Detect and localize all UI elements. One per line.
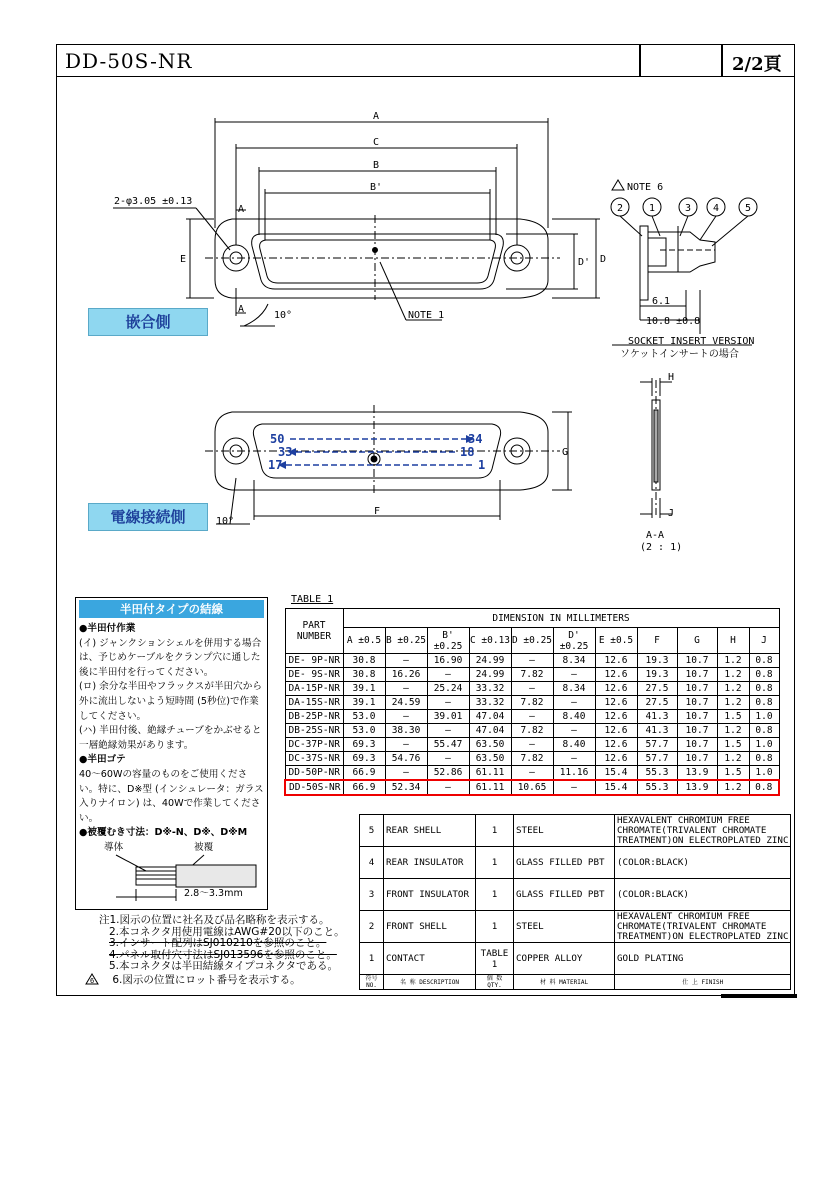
table-cell: — <box>385 710 427 724</box>
table-cell: 16.26 <box>385 668 427 682</box>
table-cell: 27.5 <box>637 682 677 696</box>
table-cell: 55.3 <box>637 766 677 781</box>
parts-no: 4 <box>360 847 384 879</box>
table-row <box>285 752 779 766</box>
column-header: B' ±0.25 <box>427 628 469 654</box>
note-ref: NOTE 1 <box>408 310 445 321</box>
table-row <box>285 682 779 696</box>
section-heading: ●半田付作業 <box>79 623 136 634</box>
finish-line: HEXAVALENT CHROMIUM FREE <box>617 814 750 826</box>
part-number-cell: DB-25P-NR <box>285 710 343 724</box>
table-cell: 66.9 <box>343 780 385 795</box>
table-cell: 24.59 <box>385 696 427 710</box>
balloon-num: 4 <box>713 203 720 214</box>
table-cell: 13.9 <box>677 780 717 795</box>
conductor-label: 導体 <box>104 841 124 853</box>
parts-desc: REAR INSULATOR <box>384 847 476 879</box>
finish-line: (COLOR:BLACK) <box>617 856 689 868</box>
table-cell: 53.0 <box>343 710 385 724</box>
part-number-cell: DC-37P-NR <box>285 738 343 752</box>
parts-desc: CONTACT <box>384 943 476 975</box>
note-line: 3.インサート配列はSJ010210を参照のこと。 <box>109 937 327 950</box>
table-cell: — <box>385 654 427 668</box>
wire-strip-diagram <box>76 841 267 901</box>
dim-label: 10.8 ±0.8 <box>646 316 701 327</box>
parts-row <box>360 943 791 975</box>
table-cell: 47.04 <box>469 710 511 724</box>
dim-label: E <box>180 254 187 265</box>
parts-mat: GLASS FILLED PBT <box>514 847 615 879</box>
note-line: 注1.図示の位置に社名及び品名略称を表示する。 <box>99 914 330 926</box>
table-cell: 66.9 <box>343 766 385 781</box>
table-cell: — <box>511 738 553 752</box>
table-cell: 10.7 <box>677 710 717 724</box>
note-line: 5.本コネクタは半田結線タイプコネクタである。 <box>109 960 339 973</box>
angle-label: 10° <box>216 516 235 527</box>
note-text: 6.図示の位置にロット番号を表示する。 <box>112 973 301 986</box>
table-cell: 12.6 <box>595 738 637 752</box>
table-cell: 12.6 <box>595 710 637 724</box>
table-row <box>285 724 779 738</box>
part-number-cell: DE- 9S-NR <box>285 668 343 682</box>
footer-desc: 名 称 DESCRIPTION <box>384 975 476 990</box>
table-cell: 1.2 <box>717 752 749 766</box>
finish-line: CHROMATE(TRIVALENT CHROMATE <box>617 824 767 836</box>
table-row <box>285 780 779 795</box>
table-cell: 10.7 <box>677 696 717 710</box>
table-cell: 25.24 <box>427 682 469 696</box>
table-cell: 19.3 <box>637 654 677 668</box>
table-row <box>285 696 779 710</box>
table-cell: 10.7 <box>677 682 717 696</box>
pn-header: PART NUMBER <box>285 609 343 654</box>
table-cell: 61.11 <box>469 766 511 781</box>
dim-label: G <box>562 447 569 458</box>
table-cell: 63.50 <box>469 738 511 752</box>
table-cell: 8.34 <box>553 682 595 696</box>
table-cell: 1.2 <box>717 780 749 795</box>
table-cell: 7.82 <box>511 724 553 738</box>
table-cell: 1.5 <box>717 710 749 724</box>
instruction: (イ) ジャンクションシェルを併用する場合は、予じめケーブルをクランプ穴に通した後に半田付を行ってください。 <box>79 637 262 678</box>
table-cell: — <box>385 766 427 781</box>
note-ref: NOTE 6 <box>627 182 664 193</box>
note-line: 2.本コネクタ用使用電線はAWG#20以下のこと。 <box>109 925 345 938</box>
table-row <box>285 654 779 668</box>
table-cell: 24.99 <box>469 668 511 682</box>
parts-row <box>360 879 791 911</box>
table-cell: 57.7 <box>637 752 677 766</box>
hole-label: 2-φ3.05 ±0.13 <box>114 196 193 207</box>
table-cell: — <box>553 696 595 710</box>
dim-label: H <box>668 372 675 383</box>
table-cell: 41.3 <box>637 724 677 738</box>
parts-list <box>359 814 791 990</box>
table-cell: 30.8 <box>343 654 385 668</box>
parts-desc: REAR SHELL <box>384 815 476 847</box>
column-header: B ±0.25 <box>385 628 427 654</box>
table-cell: 0.8 <box>749 696 779 710</box>
balloon-num: 2 <box>617 203 624 214</box>
table-cell: 69.3 <box>343 738 385 752</box>
table-cell: 63.50 <box>469 752 511 766</box>
table-cell: — <box>427 668 469 682</box>
table-cell: 1.2 <box>717 682 749 696</box>
table-cell: 1.0 <box>749 766 779 781</box>
table-cell: 0.8 <box>749 668 779 682</box>
table-cell: 10.7 <box>677 668 717 682</box>
note-line: 4.パネル取付穴寸法はSJ013596を参照のこと。 <box>109 948 337 961</box>
table-cell: 15.4 <box>595 780 637 795</box>
dim-label: J <box>668 508 675 519</box>
table-cell: — <box>385 682 427 696</box>
table-cell: 19.3 <box>637 668 677 682</box>
table-cell: 55.47 <box>427 738 469 752</box>
table-cell: 69.3 <box>343 752 385 766</box>
socket-jp: ソケットインサートの場合 <box>620 349 739 360</box>
table-cell: 8.34 <box>553 654 595 668</box>
table-cell: 52.34 <box>385 780 427 795</box>
table-cell: — <box>553 780 595 795</box>
table-cell: 7.82 <box>511 696 553 710</box>
border-mark <box>721 994 797 998</box>
table-row <box>285 738 779 752</box>
table-cell: 12.6 <box>595 696 637 710</box>
table-cell: 0.8 <box>749 752 779 766</box>
svg-text:6: 6 <box>90 976 95 985</box>
table-cell: 10.7 <box>677 738 717 752</box>
part-number-cell: DA-15P-NR <box>285 682 343 696</box>
page-number: 2/2頁 <box>732 54 782 75</box>
table-cell: 10.7 <box>677 654 717 668</box>
table-cell: 1.2 <box>717 696 749 710</box>
table-cell: 1.0 <box>749 710 779 724</box>
solder-instructions <box>75 597 268 910</box>
part-number-cell: DD-50P-NR <box>285 766 343 781</box>
footer-no: 符号 NO. <box>360 975 384 990</box>
column-header: E ±0.5 <box>595 628 637 654</box>
column-header: G <box>677 628 717 654</box>
table-cell: 39.1 <box>343 696 385 710</box>
table-cell: 10.7 <box>677 752 717 766</box>
table-cell: — <box>427 696 469 710</box>
part-number-cell: DD-50S-NR <box>285 780 343 795</box>
table-cell: 33.32 <box>469 682 511 696</box>
table-cell: — <box>427 780 469 795</box>
section-mark: A <box>238 304 245 315</box>
table-cell: 27.5 <box>637 696 677 710</box>
table-cell: — <box>385 738 427 752</box>
finish-line: HEXAVALENT CHROMIUM FREE <box>617 910 750 922</box>
table-cell: 10.7 <box>677 724 717 738</box>
table-row <box>285 766 779 781</box>
column-header: J <box>749 628 779 654</box>
drawing-title: DD-50S-NR <box>65 49 193 73</box>
mating-side-label: 嵌合側 <box>88 308 208 336</box>
note-line-6 <box>84 973 345 987</box>
pin-label: 50 <box>270 432 285 446</box>
table-cell: 1.2 <box>717 668 749 682</box>
section-heading: ●被覆むき寸法：D※-N、D※、D※M <box>79 827 248 839</box>
pin-label: 34 <box>468 432 483 446</box>
column-header: D' ±0.25 <box>553 628 595 654</box>
table-caption: TABLE 1 <box>291 594 334 605</box>
table-cell: 13.9 <box>677 766 717 781</box>
table-cell: 47.04 <box>469 724 511 738</box>
parts-finish <box>615 911 791 943</box>
dim-label: B' <box>370 182 383 193</box>
pin-label: 1 <box>478 458 486 472</box>
table-row <box>285 668 779 682</box>
dim-label: C <box>373 137 380 148</box>
table-cell: 1.5 <box>717 738 749 752</box>
table-cell: 1.2 <box>717 724 749 738</box>
table-cell: — <box>427 752 469 766</box>
table-cell: 38.30 <box>385 724 427 738</box>
dim-label: 6.1 <box>652 296 671 307</box>
table-cell: — <box>511 654 553 668</box>
table-cell: — <box>553 752 595 766</box>
parts-mat: STEEL <box>514 815 615 847</box>
parts-finish <box>615 847 791 879</box>
pin-label: 17 <box>268 458 283 472</box>
table-cell: 52.86 <box>427 766 469 781</box>
table-cell: 54.76 <box>385 752 427 766</box>
balloon-num: 1 <box>649 203 656 214</box>
dim-label: F <box>374 506 381 517</box>
solder-title: 半田付タイプの結線 <box>79 600 264 618</box>
dim-label: A <box>373 111 380 122</box>
finish-line: (COLOR:BLACK) <box>617 888 689 900</box>
group-header: DIMENSION IN MILLIMETERS <box>343 609 779 628</box>
parts-finish <box>615 815 791 847</box>
parts-desc: FRONT INSULATOR <box>384 879 476 911</box>
sheath-label: 被覆 <box>194 841 214 853</box>
table-cell: 39.1 <box>343 682 385 696</box>
parts-no: 3 <box>360 879 384 911</box>
table-cell: — <box>553 668 595 682</box>
part-number-cell: DA-15S-NR <box>285 696 343 710</box>
column-header: C ±0.13 <box>469 628 511 654</box>
table-row <box>285 710 779 724</box>
table-cell: 12.6 <box>595 654 637 668</box>
instruction: 40～60Wの容量のものをご使用ください。特に、D※型 (インシュレータ：ガラス入りナイロン) は、40Wで作業してください。 <box>79 768 264 824</box>
footer-finish: 仕 上 FINISH <box>615 975 791 990</box>
column-header: A ±0.5 <box>343 628 385 654</box>
parts-qty: 1 <box>476 847 514 879</box>
table-cell: 0.8 <box>749 724 779 738</box>
table-cell: 0.8 <box>749 654 779 668</box>
table-cell: 57.7 <box>637 738 677 752</box>
column-header: H <box>717 628 749 654</box>
table-cell: 12.6 <box>595 668 637 682</box>
parts-qty: 1 <box>476 879 514 911</box>
table-cell: 10.65 <box>511 780 553 795</box>
table-cell: — <box>427 724 469 738</box>
parts-row <box>360 847 791 879</box>
table-cell: — <box>511 682 553 696</box>
section-heading: ●半田ゴテ <box>79 754 126 766</box>
parts-mat: GLASS FILLED PBT <box>514 879 615 911</box>
table-cell: 1.5 <box>717 766 749 781</box>
part-number-cell: DB-25S-NR <box>285 724 343 738</box>
parts-qty: 1 <box>476 911 514 943</box>
instruction: (ロ) 余分な半田やフラックスが半田穴から外に流出しないよう短時間 (5秒位)で作業してください。 <box>79 681 262 722</box>
table-cell: 8.40 <box>553 738 595 752</box>
strip-length: 2.8～3.3mm <box>184 887 243 899</box>
parts-mat: COPPER ALLOY <box>514 943 615 975</box>
table-cell: 7.82 <box>511 752 553 766</box>
footer-mat: 材 料 MATERIAL <box>514 975 615 990</box>
table-cell: 0.8 <box>749 682 779 696</box>
table-cell: 41.3 <box>637 710 677 724</box>
part-number-cell: DC-37S-NR <box>285 752 343 766</box>
warning-triangle-icon <box>84 973 104 985</box>
table-cell: 61.11 <box>469 780 511 795</box>
wire-side-label: 電線接続側 <box>88 503 208 531</box>
parts-qty: 1 <box>476 815 514 847</box>
parts-no: 5 <box>360 815 384 847</box>
table-cell: 1.0 <box>749 738 779 752</box>
table-cell: 33.32 <box>469 696 511 710</box>
parts-row <box>360 815 791 847</box>
parts-row <box>360 911 791 943</box>
table-cell: 15.4 <box>595 766 637 781</box>
parts-qty: TABLE 1 <box>476 943 514 975</box>
finish-line: TREATMENT)ON ELECTROPLATED ZINC <box>617 930 789 942</box>
parts-no: 1 <box>360 943 384 975</box>
d-sub-face <box>252 234 504 289</box>
socket-en: SOCKET INSERT VERSION <box>628 336 755 347</box>
table-cell: 55.3 <box>637 780 677 795</box>
parts-mat: STEEL <box>514 911 615 943</box>
part-number-cell: DE- 9P-NR <box>285 654 343 668</box>
parts-finish <box>615 879 791 911</box>
finish-line: GOLD PLATING <box>617 952 684 964</box>
parts-finish <box>615 943 791 975</box>
table-cell: 24.99 <box>469 654 511 668</box>
table-cell: 12.6 <box>595 682 637 696</box>
table-cell: — <box>511 710 553 724</box>
dim-label: D <box>600 254 607 265</box>
table-cell: 8.40 <box>553 710 595 724</box>
dim-label: B <box>373 160 380 171</box>
table-cell: 0.8 <box>749 780 779 795</box>
finish-line: TREATMENT)ON ELECTROPLATED ZINC <box>617 834 789 846</box>
balloon-num: 3 <box>685 203 692 214</box>
balloon-num: 5 <box>745 203 752 214</box>
dimension-table <box>284 608 780 796</box>
table-cell: — <box>511 766 553 781</box>
section-label: A-A <box>646 530 665 541</box>
table-cell: 30.8 <box>343 668 385 682</box>
table-cell: 39.01 <box>427 710 469 724</box>
table-cell: 12.6 <box>595 752 637 766</box>
table-cell: 1.2 <box>717 654 749 668</box>
table-cell: 53.0 <box>343 724 385 738</box>
section-mark: A <box>238 204 245 215</box>
finish-line: CHROMATE(TRIVALENT CHROMATE <box>617 920 767 932</box>
angle-label: 10° <box>274 310 293 321</box>
table-cell: 12.6 <box>595 724 637 738</box>
notes <box>84 915 345 987</box>
parts-desc: FRONT SHELL <box>384 911 476 943</box>
scale-label: (2 : 1) <box>640 542 683 553</box>
parts-footer <box>360 975 791 990</box>
table-cell: 11.16 <box>553 766 595 781</box>
pin-label: 33 <box>278 445 293 459</box>
column-header: F <box>637 628 677 654</box>
column-header: D ±0.25 <box>511 628 553 654</box>
table-cell: 16.90 <box>427 654 469 668</box>
table-cell: 7.82 <box>511 668 553 682</box>
parts-no: 2 <box>360 911 384 943</box>
dim-label: D' <box>578 257 591 268</box>
instruction: (ハ) 半田付後、絶縁チューブをかぶせると一層絶縁効果があります。 <box>79 725 262 751</box>
table-cell: — <box>553 724 595 738</box>
pin-label: 18 <box>460 445 475 459</box>
footer-qty: 個 数 QTY. <box>476 975 514 990</box>
